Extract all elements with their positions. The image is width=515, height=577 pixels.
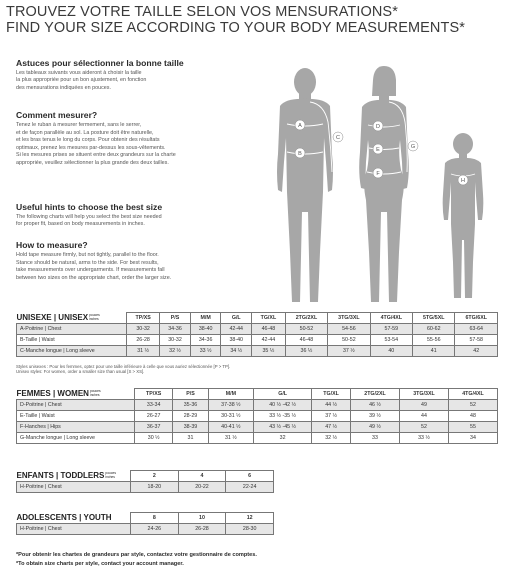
title-french: TROUVEZ VOTRE TAILLE SELON VOS MENSURATIONS* xyxy=(6,4,398,20)
measure-english-line: Stance should be natural, arms to the side. For best results, xyxy=(16,259,159,266)
man-silhouette xyxy=(277,68,333,302)
measure-english-line: between two sizes on the appropriate chart, order the larger size. xyxy=(16,274,172,281)
marker-c-icon xyxy=(333,132,343,142)
size-header: G/L xyxy=(221,313,252,324)
table-cell: 26-27 xyxy=(135,411,173,422)
table-cell: 52 xyxy=(448,400,497,411)
size-header: 6 xyxy=(226,471,274,482)
svg-text:D: D xyxy=(376,124,380,130)
child-silhouette xyxy=(443,133,484,298)
measure-english-line: Hold tape measure firmly, but not tightly, parallel to the floor. xyxy=(16,252,159,258)
table-cell: 55 xyxy=(448,422,497,433)
table-cell: 22-24 xyxy=(226,482,274,493)
size-header: 3TG/3XL xyxy=(328,313,370,324)
table-cell: 38-40 xyxy=(190,324,221,335)
size-header: 5TG/5XL xyxy=(413,313,455,324)
table-cell: 34-36 xyxy=(190,335,221,346)
table-cell: 33 ½ -35 ½ xyxy=(254,411,312,422)
table-cell: 50-52 xyxy=(285,324,327,335)
size-header: 4TG/4XL xyxy=(448,389,497,400)
table-cell: 38-40 xyxy=(221,335,252,346)
table-cell: 42-44 xyxy=(252,335,286,346)
table-cell: 32 ½ xyxy=(160,346,191,357)
table-row xyxy=(17,411,498,422)
table-cell: 48 xyxy=(448,411,497,422)
table-cell: 52 xyxy=(399,422,448,433)
hints-english-line: The following charts will help you select the best size needed xyxy=(16,214,162,220)
measure-french-heading: Comment mesurer? xyxy=(16,110,98,120)
toddlers-title: ENFANTS | TODDLERSpouces inches xyxy=(17,471,131,482)
footer-notes xyxy=(16,551,257,569)
table-cell: 33 ½ xyxy=(190,346,221,357)
marker-f-icon xyxy=(373,168,383,178)
size-header: 10 xyxy=(178,513,226,524)
marker-g-icon xyxy=(408,141,418,151)
svg-text:A: A xyxy=(298,123,302,129)
size-header: TG/XL xyxy=(252,313,286,324)
woman-silhouette xyxy=(359,66,409,302)
table-cell: 36-37 xyxy=(135,422,173,433)
toddlers-size-table xyxy=(16,470,274,493)
table-cell: 32 xyxy=(254,433,312,444)
svg-text:E: E xyxy=(376,147,380,153)
measure-french-line: optimaux, prenez les mesures par-dessus les sous-vêtements. xyxy=(16,144,166,151)
table-row xyxy=(17,422,498,433)
table-cell: 28-30 xyxy=(226,524,274,535)
size-header: P/S xyxy=(173,389,208,400)
size-header: 2TG/2XL xyxy=(351,389,400,400)
hints-french-line: Les tableaux suivants vous aideront à choisir la taille xyxy=(16,70,142,76)
size-header: M/M xyxy=(190,313,221,324)
table-cell: 34 xyxy=(448,433,497,444)
body-silhouettes-illustration xyxy=(256,62,506,314)
marker-b-icon xyxy=(295,148,305,158)
table-cell: 40 xyxy=(370,346,412,357)
size-header: TP/XS xyxy=(135,389,173,400)
title-english: FIND YOUR SIZE ACCORDING TO YOUR BODY MEASUREMENTS* xyxy=(6,20,465,36)
table-cell: 42-44 xyxy=(221,324,252,335)
hints-french-line: la plus appropriée pour un bon ajustement, en fonction xyxy=(16,77,147,84)
marker-e-icon xyxy=(373,144,383,154)
row-label: E-Taille | Waist xyxy=(17,411,135,422)
table-cell: 44 xyxy=(399,411,448,422)
table-cell: 60-62 xyxy=(413,324,455,335)
table-cell: 53-54 xyxy=(370,335,412,346)
table-cell: 46 ½ xyxy=(351,400,400,411)
table-cell: 43 ½ -45 ½ xyxy=(254,422,312,433)
table-cell: 41 xyxy=(413,346,455,357)
unisex-size-table xyxy=(16,312,498,357)
measure-french-line: et les bras tenus le long du corps. Pour obtenir des résultats xyxy=(16,137,160,144)
table-row xyxy=(17,433,498,444)
marker-a-icon xyxy=(295,120,305,130)
table-row xyxy=(17,324,498,335)
row-label: F-Hanches | Hips xyxy=(17,422,135,433)
table-cell: 30-32 xyxy=(160,335,191,346)
size-header: 2TG/2XL xyxy=(285,313,327,324)
table-cell: 33 ½ xyxy=(399,433,448,444)
size-header: P/S xyxy=(160,313,191,324)
table-cell: 34-36 xyxy=(160,324,191,335)
table-cell: 37-38 ½ xyxy=(208,400,253,411)
table-cell: 18-20 xyxy=(131,482,179,493)
unisex-note xyxy=(16,364,230,375)
table-cell: 30 ½ xyxy=(135,433,173,444)
size-header: 12 xyxy=(226,513,274,524)
table-cell: 49 xyxy=(399,400,448,411)
row-label: H-Poitrine | Chest xyxy=(17,524,131,535)
measure-french xyxy=(16,110,266,168)
table-cell: 24-26 xyxy=(131,524,179,535)
marker-h-icon xyxy=(458,175,468,185)
measure-french-line: Tenez le ruban à mesurer fermement, sans le serrer, xyxy=(16,122,142,128)
size-header: 4TG/4XL xyxy=(370,313,412,324)
table-cell: 30-32 xyxy=(127,324,160,335)
youth-size-table xyxy=(16,512,274,535)
table-cell: 38-39 xyxy=(173,422,208,433)
table-row xyxy=(17,482,274,493)
unisex-title: UNISEXE | UNISEXpouces inches xyxy=(17,313,127,324)
table-cell: 35-36 xyxy=(173,400,208,411)
table-cell: 26-28 xyxy=(127,335,160,346)
table-cell: 40 ½ -42 ½ xyxy=(254,400,312,411)
row-label: H-Poitrine | Chest xyxy=(17,482,131,493)
hints-english-heading: Useful hints to choose the best size xyxy=(16,202,163,212)
svg-text:B: B xyxy=(298,151,302,157)
table-cell: 57-59 xyxy=(370,324,412,335)
table-cell: 33 xyxy=(351,433,400,444)
row-label: G-Manche longue | Long sleeve xyxy=(17,433,135,444)
measure-french-line: Si les mesures prises se situent entre deux grandeurs sur la charte xyxy=(16,152,176,159)
row-label: A-Poitrine | Chest xyxy=(17,324,127,335)
table-cell: 42 xyxy=(455,346,498,357)
size-header: TP/XS xyxy=(127,313,160,324)
table-cell: 31 ½ xyxy=(127,346,160,357)
table-cell: 40-41 ½ xyxy=(208,422,253,433)
size-header: M/M xyxy=(208,389,253,400)
table-cell: 31 ½ xyxy=(208,433,253,444)
table-cell: 31 xyxy=(173,433,208,444)
table-cell: 35 ½ xyxy=(252,346,286,357)
footer-note-french: *Pour obtenir les chartes de grandeurs par style, contactez votre gestionnaire de comptes. xyxy=(16,552,257,558)
table-cell: 34 ½ xyxy=(221,346,252,357)
measure-french-line: et de façon parallèle au sol. La posture doit être naturelle, xyxy=(16,129,154,136)
hints-french-line: des mensurations indiquées en pouces. xyxy=(16,84,111,91)
table-row xyxy=(17,335,498,346)
table-cell: 37 ½ xyxy=(328,346,370,357)
table-cell: 36 ½ xyxy=(285,346,327,357)
measure-english xyxy=(16,240,266,282)
svg-text:G: G xyxy=(410,144,416,150)
table-cell: 47 ½ xyxy=(312,422,351,433)
youth-title: ADOLESCENTS | YOUTH xyxy=(17,513,131,524)
row-label: B-Taille | Waist xyxy=(17,335,127,346)
table-cell: 49 ½ xyxy=(351,422,400,433)
measure-english-heading: How to measure? xyxy=(16,240,88,250)
svg-text:C: C xyxy=(336,135,340,141)
table-cell: 26-28 xyxy=(178,524,226,535)
svg-text:F: F xyxy=(376,171,380,177)
table-row xyxy=(17,346,498,357)
size-header: TG/XL xyxy=(312,389,351,400)
women-header-row xyxy=(17,389,498,400)
footer-note-english: *To obtain size charts per style, contact your account manager. xyxy=(16,561,184,567)
measure-french-line: appropriée, veuillez sélectionner la plus grande des deux tailles. xyxy=(16,159,169,166)
size-header: G/L xyxy=(254,389,312,400)
youth-header-row xyxy=(17,513,274,524)
measure-english-line: take measurements over undergarments. If measurements fall xyxy=(16,267,165,274)
table-cell: 37 ½ xyxy=(312,411,351,422)
table-cell: 54-56 xyxy=(328,324,370,335)
table-cell: 32 ½ xyxy=(312,433,351,444)
size-header: 3TG/3XL xyxy=(399,389,448,400)
table-row xyxy=(17,524,274,535)
unisex-note-french: Styles unisexes : Pour les femmes, optez pour une taille inférieure à celle que vous auriez sélectionnée [P > TP]. xyxy=(16,364,231,369)
unisex-note-english: Unisex styles: For women, order a smaller size than usual [S > XS]. xyxy=(16,369,145,375)
table-cell: 46-48 xyxy=(252,324,286,335)
marker-d-icon xyxy=(373,121,383,131)
hints-french-heading: Astuces pour sélectionner la bonne taille xyxy=(16,58,184,68)
size-header: 2 xyxy=(131,471,179,482)
table-cell: 28-29 xyxy=(173,411,208,422)
table-cell: 46-48 xyxy=(285,335,327,346)
row-label: C-Manche longue | Long sleeve xyxy=(17,346,127,357)
table-cell: 39 ½ xyxy=(351,411,400,422)
table-cell: 55-56 xyxy=(413,335,455,346)
size-header: 6TG/6XL xyxy=(455,313,498,324)
hints-english xyxy=(16,202,266,229)
table-cell: 57-58 xyxy=(455,335,498,346)
row-label: D-Poitrine | Chest xyxy=(17,400,135,411)
women-size-table xyxy=(16,388,498,444)
hints-english-line: for proper fit, based on body measurements in inches. xyxy=(16,221,145,228)
table-cell: 44 ½ xyxy=(312,400,351,411)
page-title xyxy=(6,4,511,36)
table-cell: 30-31 ½ xyxy=(208,411,253,422)
table-cell: 63-64 xyxy=(455,324,498,335)
svg-text:H: H xyxy=(461,178,465,184)
women-title: FEMMES | WOMENpouces inches xyxy=(17,389,135,400)
table-cell: 20-22 xyxy=(178,482,226,493)
table-cell: 50-52 xyxy=(328,335,370,346)
hints-french xyxy=(16,58,266,92)
table-row xyxy=(17,400,498,411)
unisex-header-row xyxy=(17,313,498,324)
size-header: 4 xyxy=(178,471,226,482)
table-cell: 33-34 xyxy=(135,400,173,411)
size-header: 8 xyxy=(131,513,179,524)
toddlers-header-row xyxy=(17,471,274,482)
